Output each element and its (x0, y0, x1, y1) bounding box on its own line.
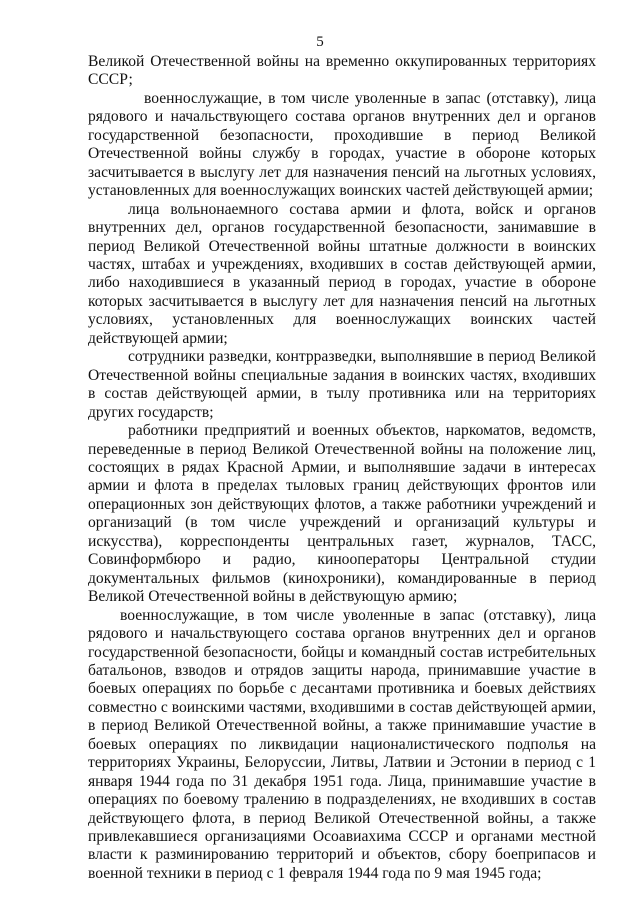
paragraph-civilian-staff: лица вольнонаемного состава армии и флота, войск и органов внутренних дел, органов государственной безопасности, занимавшие в период Великой Отечественной войны штатные должности в воинских частях, штабах и учреждениях, входивших в состав действующей армии, либо находившиеся в указанный период в городах, участие в обороне которых засчитывается в выслугу лет для назначения пенсий на льготных условиях, установленных для военнослужащих воинских частей действующей армии; (88, 200, 596, 347)
document-body (88, 53, 596, 883)
paragraph-intelligence-staff: сотрудники разведки, контрразведки, выполнявшие в период Великой Отечественной войны специальные задания в воинских частях, входивших в состав действующей армии, в тылу противника или на территориях других государств; (88, 348, 596, 421)
paragraph-combat-operations: военнослужащие, в том числе уволенные в запас (отставку), лица рядового и начальствующего состава органов внутренних дел и органов государственной безопасности, бойцы и командный состав истребительных батальонов, взводов и отрядов защиты народа, принимавшие участие в боевых операциях по борьбе с десантами противника и боевых действиях совместно с воинскими частями, входившими в состав действующей армии, в период Великой Отечественной войны, а также принимавшие участие в боевых операциях по ликвидации националистического подполья на территориях Украины, Белоруссии, Литвы, Латвии и Эстонии в период с 1 января 1944 года по 31 декабря 1951 года. Лица, принимавшие участие в операциях по боевому тралению в подразделениях, не входивших в состав действующего флота, в период Великой Отечественной войны, а также привлекавшиеся организациями Осоавиахима СССР и органами местной власти к разминированию территорий и объектов, сбору боеприпасов и военной техники в период с 1 февраля 1944 года по 9 мая 1945 года; (88, 606, 596, 882)
paragraph-military-personnel: военнослужащие, в том числе уволенные в запас (отставку), лица рядового и начальствующего состава органов внутренних дел и органов государственной безопасности, проходившие в период Великой Отечественной войны службу в городах, участие в обороне которых засчитывается в выслугу лет для назначения пенсий на льготных условиях, установленных для военнослужащих воинских частей действующей армии; (88, 89, 596, 200)
paragraph-continuation: Великой Отечественной войны на временно оккупированных территориях СССР; (88, 53, 596, 89)
page-number: 5 (316, 34, 324, 50)
paragraph-enterprise-workers: работники предприятий и военных объектов, наркоматов, ведомств, переведенные в период Великой Отечественной войны на положение лиц, состоящих в рядах Красной Армии, и выполнявшие задачи в интересах армии и флота в пределах тыловых границ действующих фронтов или операционных зон действующих флотов, а также работники учреждений и организаций (в том числе учреждений и организаций культуры и искусства), корреспонденты центральных газет, журналов, ТАСС, Совинформбюро и радио, кинооператоры Центральной студии документальных фильмов (кинохроники), командированные в период Великой Отечественной войны в действующую армию; (88, 422, 596, 606)
